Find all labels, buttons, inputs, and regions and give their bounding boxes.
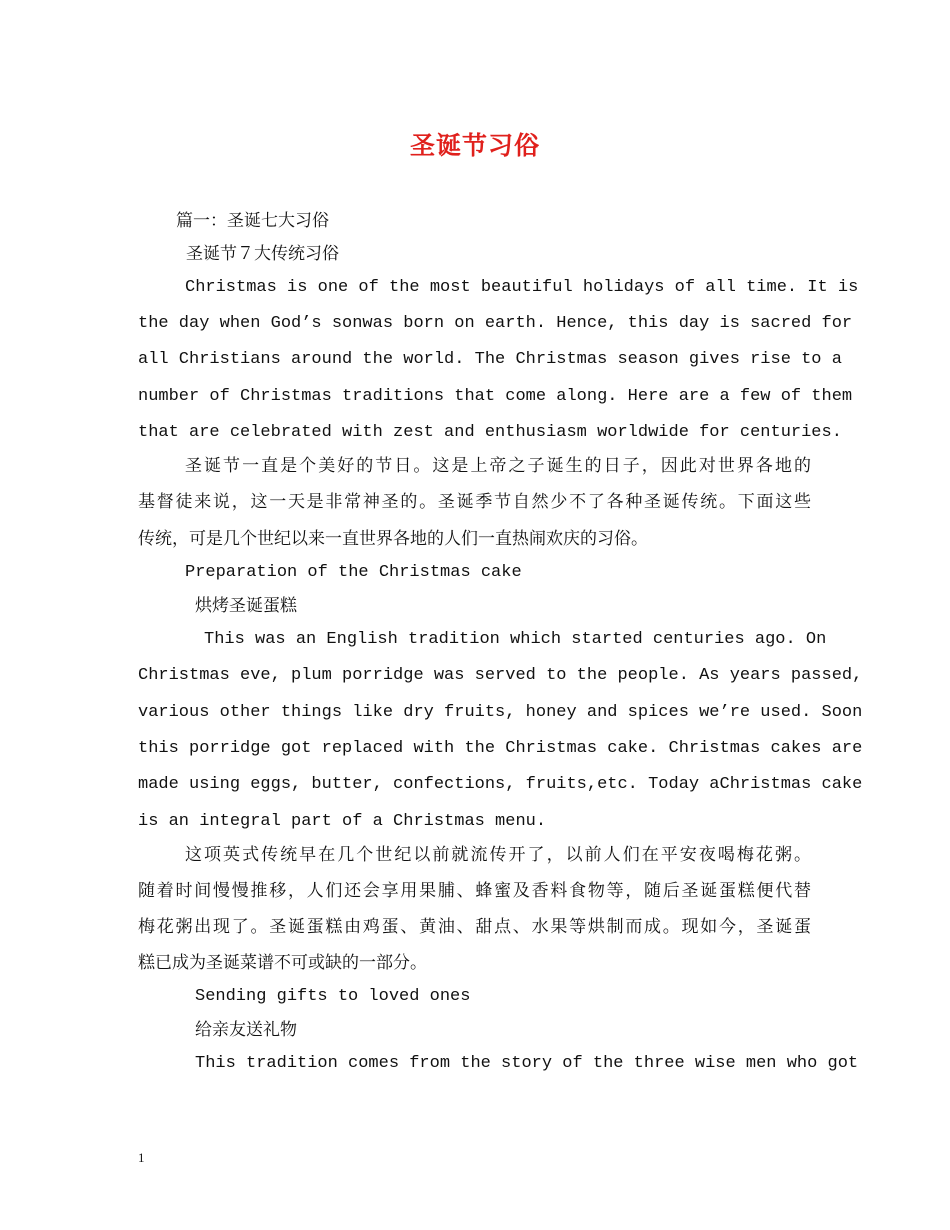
body-line: all Christians around the world. The Christmas season gives rise to a bbox=[138, 350, 842, 369]
body-line: number of Christmas traditions that come along. Here are a few of them bbox=[138, 387, 853, 406]
body-line: is an integral part of a Christmas menu. bbox=[138, 812, 547, 831]
body-line: made using eggs, butter, confections, fruits,etc. Today aChristmas cake bbox=[138, 775, 863, 794]
document-title: 圣诞节习俗 bbox=[409, 131, 540, 160]
sub-section-heading: 烘烤圣诞蛋糕 bbox=[195, 596, 297, 616]
body-line: 基督徒来说，这一天是非常神圣的。圣诞季节自然少不了各种圣诞传统。下面这些 bbox=[138, 492, 811, 512]
sub-section-heading: Sending gifts to loved ones bbox=[195, 987, 471, 1006]
body-line: 这项英式传统早在几个世纪以前就流传开了，以前人们在平安夜喝梅花粥。 bbox=[185, 845, 811, 865]
body-line: 随着时间慢慢推移，人们还会享用果脯、蜂蜜及香料食物等，随后圣诞蛋糕便代替 bbox=[138, 881, 811, 901]
section-heading: 篇一：圣诞七大习俗 bbox=[176, 211, 329, 231]
body-line: the day when God’s sonwas born on earth. Hence, this day is sacred for bbox=[138, 314, 853, 333]
page-number: 1 bbox=[138, 1150, 145, 1165]
body-line: 圣诞节一直是个美好的节日。这是上帝之子诞生的日子，因此对世界各地的 bbox=[185, 456, 811, 476]
body-line: this porridge got replaced with the Christmas cake. Christmas cakes are bbox=[138, 739, 863, 758]
body-line: This was an English tradition which started centuries ago. On bbox=[204, 630, 827, 649]
body-line: This tradition comes from the story of the three wise men who got bbox=[195, 1054, 859, 1073]
body-line: Christmas eve, plum porridge was served to the people. As years passed, bbox=[138, 666, 863, 685]
body-line: 糕已成为圣诞菜谱不可或缺的一部分。 bbox=[138, 953, 427, 973]
body-line: various other things like dry fruits, honey and spices we’re used. Soon bbox=[138, 703, 863, 722]
body-line: 梅花粥出现了。圣诞蛋糕由鸡蛋、黄油、甜点、水果等烘制而成。现如今，圣诞蛋 bbox=[138, 917, 811, 937]
body-line: 传统，可是几个世纪以来一直世界各地的人们一直热闹欢庆的习俗。 bbox=[138, 529, 648, 549]
sub-section-heading: Preparation of the Christmas cake bbox=[185, 563, 522, 582]
body-line: that are celebrated with zest and enthusiasm worldwide for centuries. bbox=[138, 423, 842, 442]
sub-section-heading: 给亲友送礼物 bbox=[195, 1020, 297, 1040]
subheading: 圣诞节７大传统习俗 bbox=[186, 244, 339, 264]
body-line: Christmas is one of the most beautiful holidays of all time. It is bbox=[185, 278, 859, 297]
